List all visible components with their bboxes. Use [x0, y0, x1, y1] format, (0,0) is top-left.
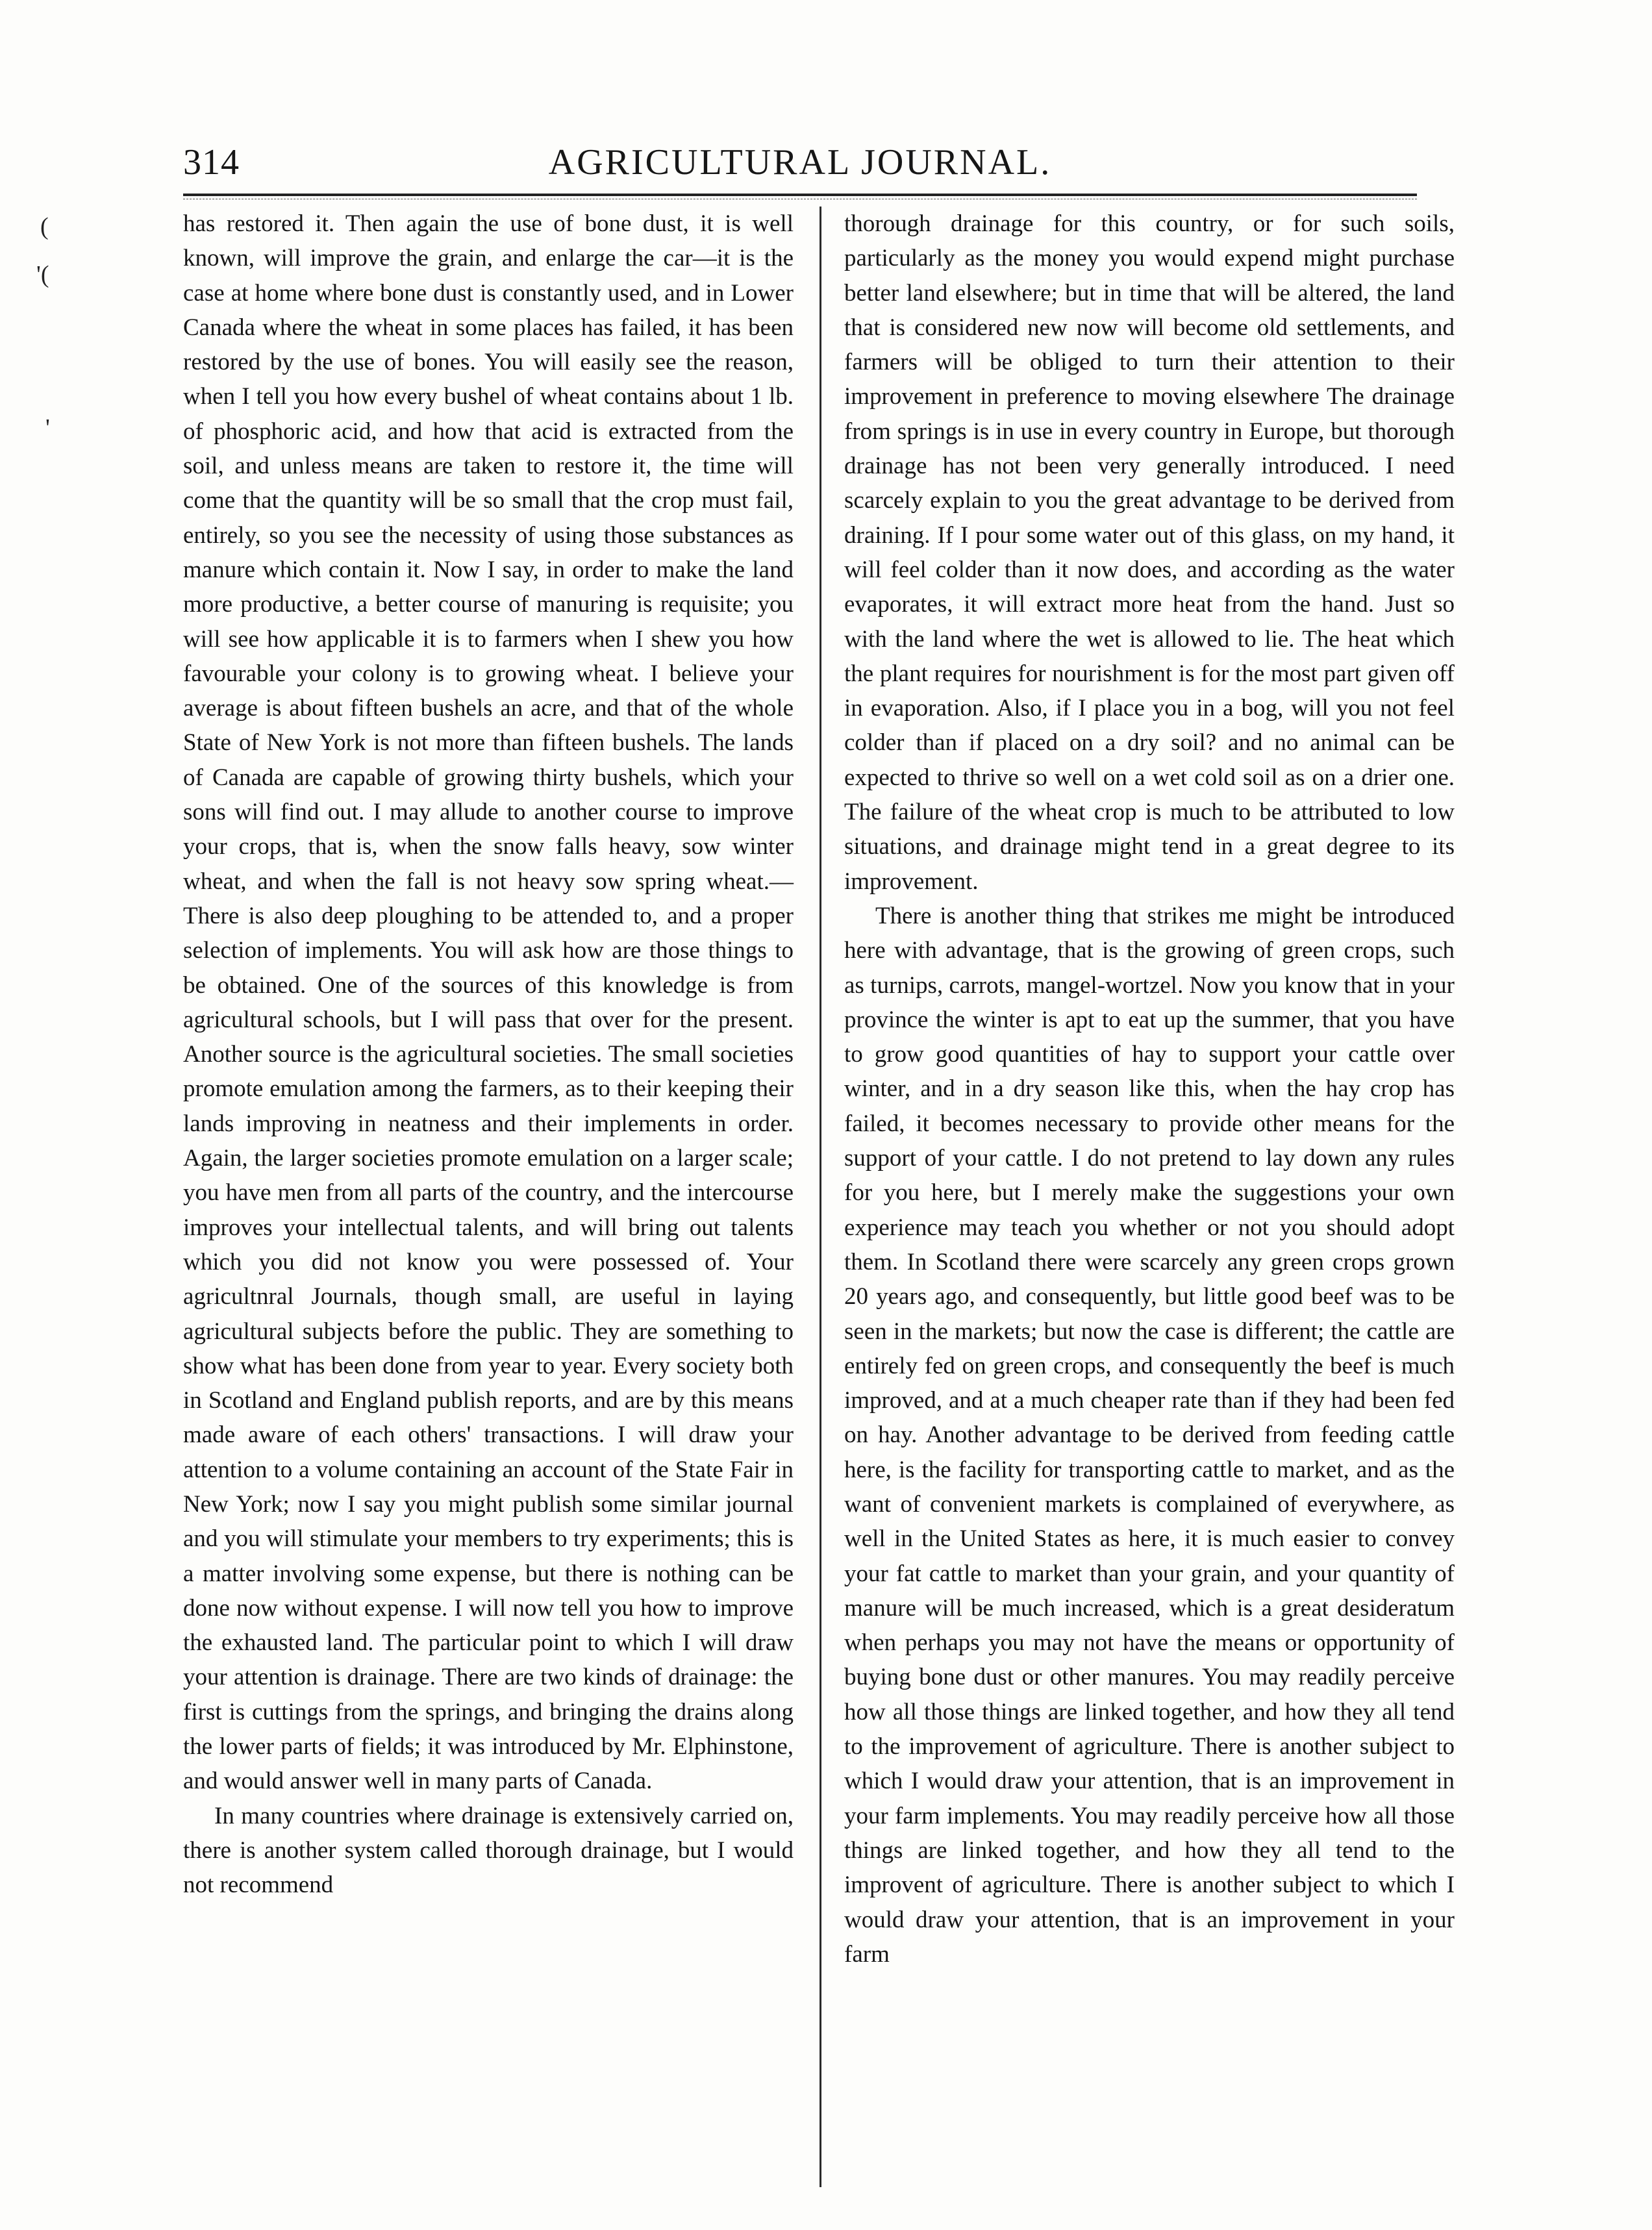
margin-mark: '(	[36, 261, 49, 288]
column-divider	[820, 207, 821, 2187]
left-column	[183, 207, 794, 1903]
paragraph: thorough drainage for this country, or for such soils, particularly as the money you would expend might purchase better land elsewhere; but in time that will be altered, the land that is considered new now will become old settlements, and farmers will be obliged to turn their attention to their improvement in preference to moving elsewhere The drainage from springs is in use in every country in Europe, but thorough drainage has not been very generally introduced. I need scarcely explain to you the great advantage to be derived from draining. If I pour some water out of this glass, on my hand, it will feel colder than it now does, and according as the water evaporates, it will extract more heat from the hand. Just so with the land where the wet is allowed to lie. The heat which the plant requires for nourishment is for the most part given off in evaporation. Also, if I place you in a bog, will you not feel colder than if placed on a dry soil? and no animal can be expected to thrive so well on a wet cold soil as on a drier one. The failure of the wheat crop is much to be attributed to low situations, and drainage might tend in a great degree to its improvement.	[844, 210, 1455, 895]
right-column	[844, 207, 1455, 1972]
paragraph: In many countries where drainage is extensively carried on, there is another system called thorough drainage, but I would not recommend	[183, 1802, 794, 1899]
header-rule	[183, 194, 1417, 196]
margin-mark: '	[45, 414, 50, 442]
running-title: AGRICULTURAL JOURNAL.	[548, 142, 1052, 182]
paragraph: has restored it. Then again the use of bone dust, it is well known, will improve the grain, and enlarge the car—it is the case at home where bone dust is constantly used, and in Lower Canada where the wheat in some places has failed, it has been restored by the use of bones. You will easily see the reason, when I tell you how every bushel of wheat contains about 1 lb. of phosphoric acid, and how that acid is extracted from the soil, and unless means are taken to restore it, the time will come that the quantity will be so small that the crop must fail, entirely, so you see the necessity of using those substances as manure which contain it. Now I say, in order to make the land more productive, a better course of manuring is requisite; you will see how applicable it is to farmers when I shew you how favourable your colony is to growing wheat. I believe your average is about fifteen bushels an acre, and that of the whole State of New York is not more than fifteen bushels. The lands of Canada are capable of growing thirty bushels, which your sons will find out. I may allude to another course to improve your crops, that is, when the snow falls heavy, sow winter wheat, and when the fall is not heavy sow spring wheat.—There is also deep ploughing to be attended to, and a proper selection of implements. You will ask how are those things to be obtained. One of the sources of this knowledge is from agricultural schools, but I will pass that over for the present. Another source is the agricultural societies. The small societies promote emulation among the farmers, as to their keeping their lands improving in neatness and their implements in order. Again, the larger societies promote emulation on a larger scale; you have men from all parts of the country, and the intercourse improves your intellectual talents, and will bring out talents which you did not know you were possessed of. Your agricultnral Journals, though small, are useful in laying agricultural subjects before the public. They are something to show what has been done from year to year. Every society both in Scotland and England publish reports, and are by this means made aware of each others' transactions. I will draw your attention to a volume containing an account of the State Fair in New York; now I say you might publish some similar journal and you will stimulate your members to try experiments; this is a matter involving some expense, but there is nothing can be done now without expense. I will now tell you how to improve the exhausted land. The particular point to which I will draw your attention is drainage. There are two kinds of drainage: the first is cuttings from the springs, and bringing the drains along the lower parts of fields; it was introduced by Mr. Elphinstone, and would answer well in many parts of Canada.	[183, 210, 794, 1795]
paragraph: There is another thing that strikes me might be introduced here with advantage, that is the growing of green crops, such as turnips, carrots, mangel-wortzel. Now you know that in your province the winter is apt to eat up the summer, that you have to grow good quantities of hay to support your cattle over winter, and in a dry season like this, when the hay crop has failed, it becomes necessary to provide other means for the support of your cattle. I do not pretend to lay down any rules for you here, but I merely make the suggestions your own experience may teach you whether or not you should adopt them. In Scotland there were scarcely any green crops grown 20 years ago, and consequently, but little good beef was to be seen in the markets; but now the case is different; the cattle are entirely fed on green crops, and consequently the beef is much improved, and at a much cheaper rate than if they had been fed on hay. Another advantage to be derived from feeding cattle here, is the facility for transporting cattle to market, and as the want of convenient markets is complained of everywhere, as well in the United States as here, it is much easier to convey your fat cattle to market than your grain, and your quantity of manure will be much increased, which is a great desideratum when perhaps you may not have the means or opportunity of buying bone dust or other manures. You may readily perceive how all those things are linked together, and how they all tend to the improvement of agriculture. There is another subject to which I would draw your attention, that is an improvement in your farm implements. You may readily perceive how all those things are linked together, and how they all tend to the improvent of agriculture. There is another subject to which I would draw your attention, that is an improvement in your farm	[844, 902, 1455, 1968]
margin-mark: (	[40, 213, 49, 240]
page-header	[183, 136, 1417, 188]
page-number: 314	[183, 142, 240, 182]
